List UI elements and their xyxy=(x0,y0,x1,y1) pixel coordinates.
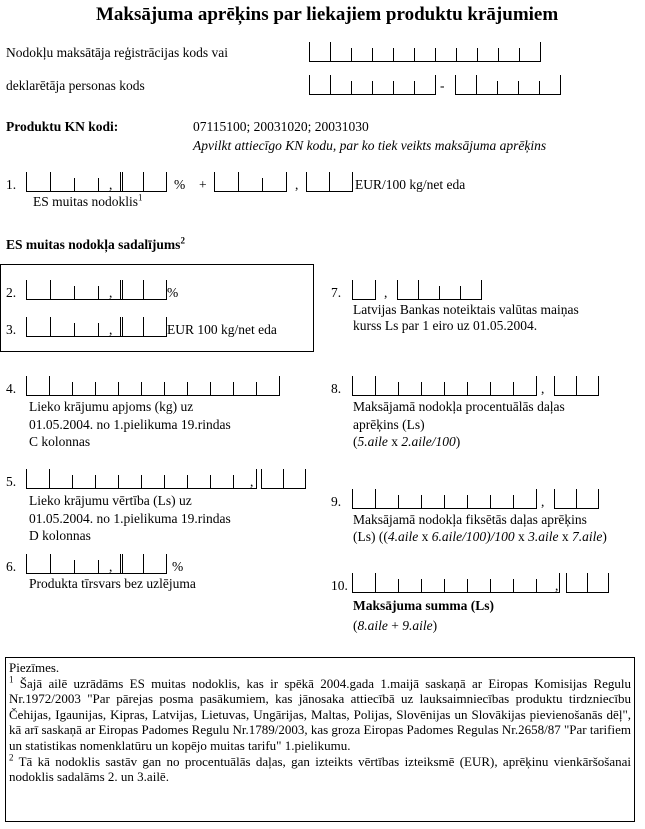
row10-decimal-field[interactable] xyxy=(566,573,609,593)
row8-caption-line2: aprēķins (Ls) xyxy=(353,417,425,432)
row5-caption-line2: 01.05.2004. no 1.pielikuma 19.rindas xyxy=(29,511,231,526)
row10-integer-field[interactable] xyxy=(352,573,560,593)
page-title: Maksājuma aprēķins par liekajiem produktu krājumiem xyxy=(96,4,559,25)
notes-heading: Piezīmes. xyxy=(9,660,60,675)
kn-codes-label: Produktu KN kodi: xyxy=(6,119,119,134)
row3-number: 3. xyxy=(6,322,17,337)
note-2: $^2$ Tā kā nodoklis sastāv gan no procentuālās daļas, gan izteikts vērtības izteiksmē (EUR), aprēķinu vienkāršošanai nodoklis sadalāms 2. un 3.ailē. xyxy=(9,752,631,785)
row6-unit: % xyxy=(172,559,184,574)
row3-decimal-field[interactable] xyxy=(120,317,167,337)
taxpayer-label-line1: Nodokļu maksātāja reģistrācijas kods vai xyxy=(6,45,228,60)
row9-number: 9. xyxy=(331,494,342,509)
row10-number: 10. xyxy=(331,578,348,593)
row5-decimal-field[interactable] xyxy=(261,469,306,489)
row6-number: 6. xyxy=(6,559,17,574)
row1-unit: EUR/100 kg/net eda xyxy=(355,177,466,192)
row8-comma: , xyxy=(541,381,545,396)
row2-decimal-field[interactable] xyxy=(120,280,167,300)
row4-quantity-field[interactable] xyxy=(26,376,280,396)
taxpayer-label-line2: deklarētāja personas kods xyxy=(6,78,145,93)
personal-code-field-part2[interactable] xyxy=(455,75,561,95)
row1-eur-integer-field[interactable] xyxy=(214,172,287,192)
duty-split-frame xyxy=(0,264,314,352)
row5-caption-line1: Lieko krājumu vērtība (Ls) uz xyxy=(29,493,192,508)
row10-comma: , xyxy=(555,578,559,593)
row3-comma: , xyxy=(109,322,113,337)
row8-caption-line1: Maksājamā nodokļa procentuālās daļas xyxy=(353,399,565,414)
row5-comma: , xyxy=(250,474,254,489)
row6-decimal-field[interactable] xyxy=(120,554,167,574)
row10-formula: (8.aile + 9.aile) xyxy=(353,618,438,633)
row2-unit: % xyxy=(167,285,179,300)
notes-box xyxy=(5,657,635,822)
row5-integer-field[interactable] xyxy=(26,469,257,489)
row7-decimal-field[interactable] xyxy=(397,280,482,300)
row9-formula: (Ls) ((4.aile x 6.aile/100)/100 x 3.aile x 7.aile) xyxy=(353,529,607,544)
note-1: $^1$ Šajā ailē uzrādāms ES muitas nodoklis, kas ir spēkā 2004.gada 1.maijā saskaņā ar Eiropas Komisijas Regulu Nr.1972/2003 "Par pārejas posma pasākumiem, kas jānosaka attiecībā uz lauksaimniecības produktu tirdzniecību Čehijas, Igaunijas, Kipras, Latvijas, Lietuvas, Ungārijas, Maltas, Polijas, Slovēnijas un Slovākijas pievienošanās dēļ", kā arī saskaņā ar Eiropas Padomes Regulu Nr.1789/2003, kas groza Eiropas Padomes Regulas Nr.2658/87 "Par tarifiem un statistikas nomenklatūru un kopējo muitas tarifu" 1.pielikumu. xyxy=(9,674,631,753)
row5-caption-line3: D kolonnas xyxy=(29,528,91,543)
row6-comma: , xyxy=(109,559,113,574)
row2-number: 2. xyxy=(6,285,17,300)
row1-comma-1: , xyxy=(109,177,113,192)
row2-comma: , xyxy=(109,285,113,300)
row1-percent-decimal-field[interactable] xyxy=(120,172,167,192)
row1-number: 1. xyxy=(6,177,17,192)
row4-caption-line2: 01.05.2004. no 1.pielikuma 19.rindas xyxy=(29,417,231,432)
personal-code-field-part1[interactable] xyxy=(309,75,436,95)
personal-code-dash: - xyxy=(440,78,445,93)
row8-number: 8. xyxy=(331,381,342,396)
row1-comma-2: , xyxy=(295,177,299,192)
row4-caption-line3: C kolonnas xyxy=(29,434,91,449)
row8-integer-field[interactable] xyxy=(352,376,537,396)
row7-caption-line2: kurss Ls par 1 eiro uz 01.05.2004. xyxy=(353,318,538,333)
row6-caption: Produkta tīrsvars bez uzlējuma xyxy=(29,576,196,591)
row1-plus-sign: + xyxy=(199,177,207,192)
kn-codes-hint: Apvilkt attiecīgo KN kodu, par ko tiek veikts maksājuma aprēķins xyxy=(193,138,547,153)
row1-eur-decimal-field[interactable] xyxy=(306,172,353,192)
row9-decimal-field[interactable] xyxy=(554,489,599,509)
row9-caption-line1: Maksājamā nodokļa fiksētās daļas aprēķins xyxy=(353,512,587,527)
row1-percent-sign: % xyxy=(174,177,186,192)
row7-number: 7. xyxy=(331,285,342,300)
row7-comma: , xyxy=(384,285,388,300)
row10-caption: Maksājuma summa (Ls) xyxy=(353,598,495,613)
row8-decimal-field[interactable] xyxy=(554,376,599,396)
row7-caption-line1: Latvijas Bankas noteiktais valūtas maiņas xyxy=(353,302,579,317)
row5-number: 5. xyxy=(6,474,17,489)
row3-unit: EUR 100 kg/net eda xyxy=(167,322,277,337)
row9-integer-field[interactable] xyxy=(352,489,537,509)
section-heading: ES muitas nodokļa sadalījums$^2$ xyxy=(6,235,185,252)
row4-number: 4. xyxy=(6,381,17,396)
row7-integer-field[interactable] xyxy=(352,280,376,300)
row8-formula: (5.aile x 2.aile/100) xyxy=(353,434,461,449)
row4-caption-line1: Lieko krājumu apjoms (kg) uz xyxy=(29,399,194,414)
row1-caption: ES muitas nodoklis$^1$ xyxy=(33,192,143,209)
kn-codes-value: 07115100; 20031020; 20031030 xyxy=(193,119,369,134)
row9-comma: , xyxy=(541,494,545,509)
registration-code-field[interactable] xyxy=(309,42,541,62)
